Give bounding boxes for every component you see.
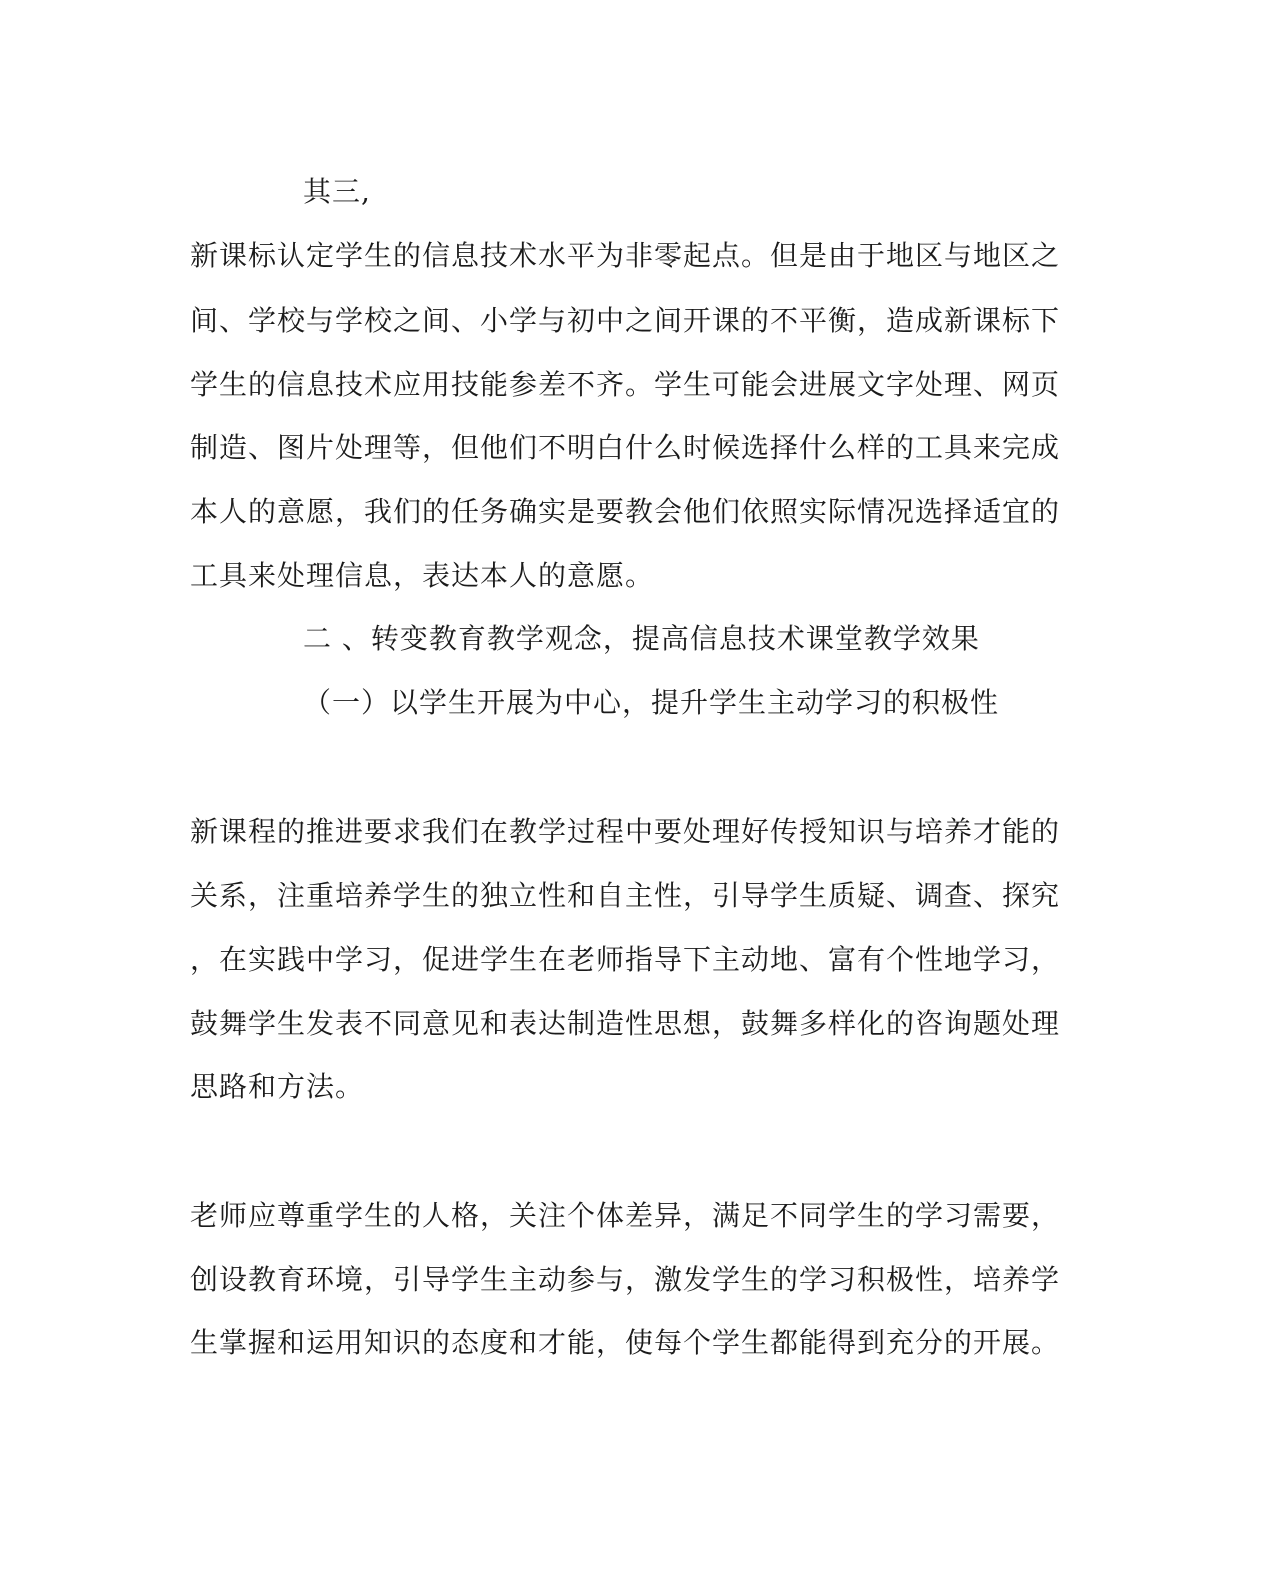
- paragraph-1-line-2: 间、学校与学校之间、小学与初中之间开课的不平衡，造成新课标下: [190, 304, 1061, 337]
- section-heading-2: 二 、转变教育教学观念，提高信息技术课堂教学效果: [303, 622, 980, 655]
- paragraph-3-line-3: 生掌握和运用知识的态度和才能，使每个学生都能得到充分的开展。: [190, 1326, 1061, 1359]
- paragraph-2-line-3: ，在实践中学习，促进学生在老师指导下主动地、富有个性地学习，: [190, 943, 1061, 976]
- paragraph-2-line-4: 鼓舞学生发表不同意见和表达制造性思想，鼓舞多样化的咨询题处理: [190, 1007, 1061, 1040]
- paragraph-2-line-1: 新课程的推进要求我们在教学过程中要处理好传授知识与培养才能的: [190, 815, 1061, 848]
- paragraph-2-line-2: 关系，注重培养学生的独立性和自主性，引导学生质疑、调查、探究: [190, 879, 1061, 912]
- paragraph-1-line-4: 制造、图片处理等，但他们不明白什么时候选择什么样的工具来完成: [190, 431, 1061, 464]
- paragraph-1-line-6: 工具来处理信息，表达本人的意愿。: [190, 559, 655, 592]
- paragraph-2-line-5: 思路和方法。: [190, 1070, 365, 1103]
- paragraph-1-line-1: 新课标认定学生的信息技术水平为非零起点。但是由于地区与地区之: [190, 239, 1061, 272]
- subsection-heading-1: （一）以学生开展为中心，提升学生主动学习的积极性: [303, 686, 1000, 719]
- paragraph-3-line-1: 老师应尊重学生的人格，关注个体差异，满足不同学生的学习需要，: [190, 1199, 1061, 1232]
- paragraph-1-line-5: 本人的意愿，我们的任务确实是要教会他们依照实际情况选择适宜的: [190, 495, 1061, 528]
- paragraph-3-line-2: 创设教育环境，引导学生主动参与，激发学生的学习积极性，培养学: [190, 1263, 1061, 1296]
- section-heading-qisan: 其三,: [303, 175, 371, 208]
- paragraph-1-line-3: 学生的信息技术应用技能参差不齐。学生可能会进展文字处理、网页: [190, 368, 1061, 401]
